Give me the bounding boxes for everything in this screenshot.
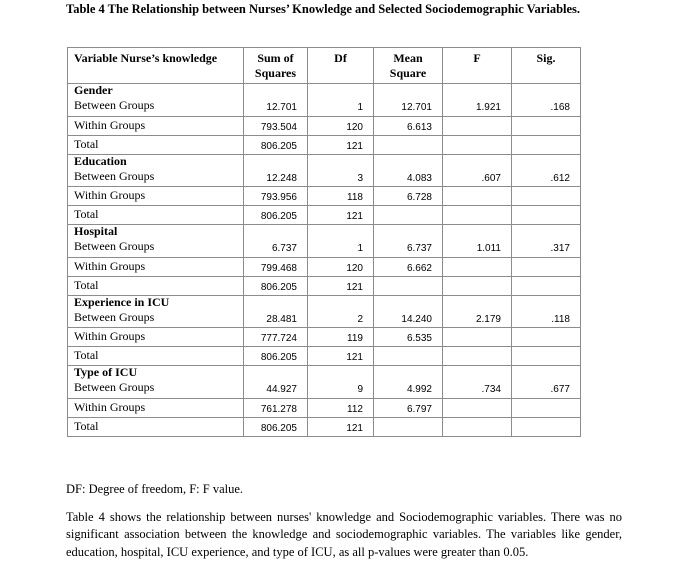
df-cell: 120 [308,116,374,135]
row-label: Within Groups [68,257,244,276]
sum-of-squares-cell: 777.724 [244,328,308,347]
df-cell: 121 [308,417,374,436]
sum-of-squares-cell: 12.701 [244,97,308,116]
table-row [68,257,581,276]
f-cell [443,417,512,436]
group-row [68,295,581,309]
header-mean-square: Mean Square [374,48,443,84]
group-label: Hospital [68,225,244,239]
group-empty-cell [244,366,308,380]
row-label: Within Groups [68,187,244,206]
f-cell: .734 [443,379,512,398]
group-row [68,154,581,168]
table-row [68,347,581,366]
sum-of-squares-cell: 28.481 [244,309,308,328]
group-empty-cell [374,154,443,168]
group-empty-cell [308,295,374,309]
sum-of-squares-cell: 806.205 [244,276,308,295]
sig-cell [512,206,581,225]
group-empty-cell [244,225,308,239]
group-empty-cell [374,84,443,98]
sum-of-squares-cell: 806.205 [244,347,308,366]
sig-cell: .317 [512,238,581,257]
row-label: Within Groups [68,116,244,135]
df-cell: 3 [308,168,374,187]
sig-cell: .118 [512,309,581,328]
sum-of-squares-cell: 12.248 [244,168,308,187]
header-variable: Variable Nurse’s knowledge [68,48,244,84]
df-cell: 2 [308,309,374,328]
sum-of-squares-cell: 761.278 [244,398,308,417]
group-empty-cell [443,295,512,309]
row-label: Between Groups [68,97,244,116]
table-row [68,238,581,257]
sig-cell [512,417,581,436]
sig-cell [512,116,581,135]
row-label: Total [68,347,244,366]
f-cell [443,135,512,154]
df-cell: 119 [308,328,374,347]
table-row [68,398,581,417]
sig-cell [512,328,581,347]
header-df: Df [308,48,374,84]
table-row [68,168,581,187]
group-empty-cell [443,225,512,239]
group-row [68,84,581,98]
group-empty-cell [512,154,581,168]
mean-square-cell [374,276,443,295]
table-row [68,276,581,295]
notes-section [66,481,622,561]
group-row [68,225,581,239]
header-sig: Sig. [512,48,581,84]
mean-square-cell: 6.535 [374,328,443,347]
table-row [68,417,581,436]
group-label: Type of ICU [68,366,244,380]
group-label: Education [68,154,244,168]
mean-square-cell: 6.737 [374,238,443,257]
sig-cell: .168 [512,97,581,116]
sum-of-squares-cell: 806.205 [244,135,308,154]
mean-square-cell: 12.701 [374,97,443,116]
group-empty-cell [244,295,308,309]
table-row [68,328,581,347]
mean-square-cell: 6.662 [374,257,443,276]
sig-cell [512,135,581,154]
mean-square-cell: 4.992 [374,379,443,398]
f-cell [443,257,512,276]
table-row [68,116,581,135]
mean-square-cell: 4.083 [374,168,443,187]
row-label: Within Groups [68,328,244,347]
f-cell: 1.011 [443,238,512,257]
mean-square-cell: 14.240 [374,309,443,328]
group-empty-cell [374,295,443,309]
f-cell [443,328,512,347]
df-cell: 1 [308,238,374,257]
mean-square-cell [374,417,443,436]
row-label: Total [68,135,244,154]
df-cell: 121 [308,135,374,154]
sig-cell: .612 [512,168,581,187]
f-cell: 1.921 [443,97,512,116]
group-empty-cell [512,295,581,309]
group-label: Experience in ICU [68,295,244,309]
f-cell: 2.179 [443,309,512,328]
row-label: Total [68,206,244,225]
df-cell: 120 [308,257,374,276]
group-label: Gender [68,84,244,98]
row-label: Within Groups [68,398,244,417]
sig-cell: .677 [512,379,581,398]
f-cell [443,398,512,417]
f-cell [443,206,512,225]
sig-cell [512,347,581,366]
sig-cell [512,276,581,295]
df-cell: 1 [308,97,374,116]
header-f: F [443,48,512,84]
group-empty-cell [308,154,374,168]
sum-of-squares-cell: 793.504 [244,116,308,135]
sum-of-squares-cell: 44.927 [244,379,308,398]
df-cell: 9 [308,379,374,398]
sig-cell [512,257,581,276]
f-cell [443,116,512,135]
group-empty-cell [308,366,374,380]
group-empty-cell [244,154,308,168]
row-label: Between Groups [68,238,244,257]
row-label: Between Groups [68,168,244,187]
group-empty-cell [443,84,512,98]
table-header-row [68,48,581,84]
table-caption: Table 4 The Relationship between Nurses’ Knowledge and Selected Sociodemographic Variables. [66,2,581,16]
sum-of-squares-cell: 799.468 [244,257,308,276]
table-body [68,84,581,437]
f-cell [443,347,512,366]
mean-square-cell [374,135,443,154]
group-empty-cell [512,225,581,239]
group-empty-cell [308,225,374,239]
mean-square-cell: 6.728 [374,187,443,206]
row-label: Total [68,276,244,295]
group-empty-cell [512,366,581,380]
mean-square-cell: 6.613 [374,116,443,135]
sig-cell [512,187,581,206]
table-row [68,135,581,154]
mean-square-cell [374,206,443,225]
row-label: Between Groups [68,309,244,328]
df-cell: 118 [308,187,374,206]
header-sum-of-squares: Sum of Squares [244,48,308,84]
sum-of-squares-cell: 6.737 [244,238,308,257]
sum-of-squares-cell: 806.205 [244,206,308,225]
group-empty-cell [244,84,308,98]
f-cell [443,276,512,295]
table-row [68,206,581,225]
group-empty-cell [374,225,443,239]
anova-table [67,47,581,437]
sum-of-squares-cell: 793.956 [244,187,308,206]
table-row [68,379,581,398]
table-row [68,187,581,206]
table-row [68,309,581,328]
f-cell: .607 [443,168,512,187]
mean-square-cell: 6.797 [374,398,443,417]
mean-square-cell [374,347,443,366]
sig-cell [512,398,581,417]
row-label: Between Groups [68,379,244,398]
group-empty-cell [374,366,443,380]
group-empty-cell [443,154,512,168]
row-label: Total [68,417,244,436]
sum-of-squares-cell: 806.205 [244,417,308,436]
group-empty-cell [443,366,512,380]
description-paragraph: Table 4 shows the relationship between nurses' knowledge and Sociodemographic variables. There was no significant association between the knowledge and sociodemographic variables. The variables like gender, education, hospital, ICU experience, and type of ICU, as all p-values were greater than 0.05. [66,509,622,559]
group-row [68,366,581,380]
df-cell: 121 [308,206,374,225]
df-cell: 121 [308,276,374,295]
f-cell [443,187,512,206]
table-row [68,97,581,116]
group-empty-cell [308,84,374,98]
df-cell: 121 [308,347,374,366]
df-cell: 112 [308,398,374,417]
group-empty-cell [512,84,581,98]
abbreviation-note: DF: Degree of freedom, F: F value. [66,482,244,496]
